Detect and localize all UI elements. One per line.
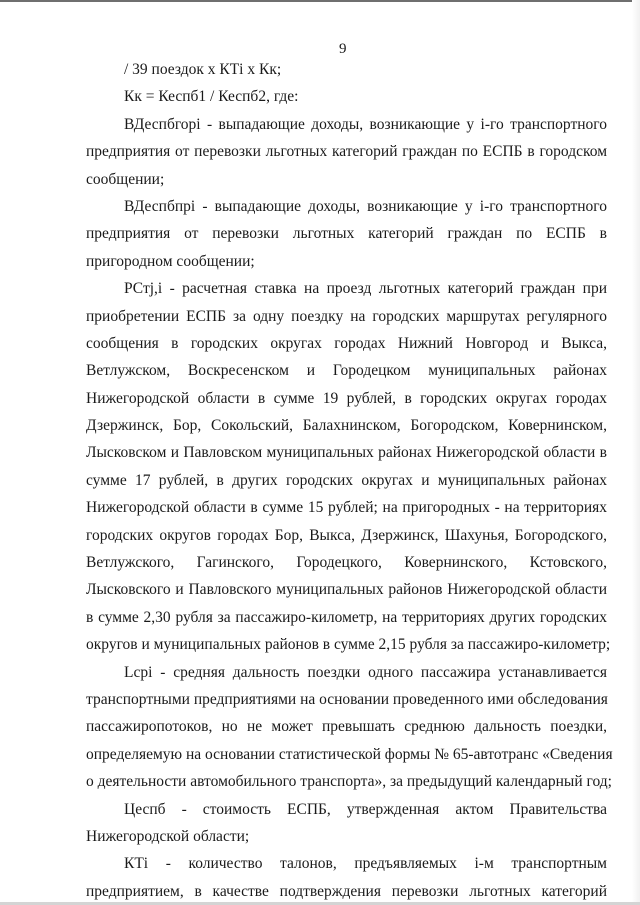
definition-line: Нижегородской области в сумме 15 рублей; на пригородных - на территориях (86, 499, 607, 517)
formula-line: Кк = Кеспб1 / Кеспб2, где: (124, 88, 299, 106)
definition-line: сообщения в городских округах городах Нижний Новгород и Выкса, (86, 334, 607, 352)
definition-line: Ветлужском, Воскресенском и Городецком муниципальных районах (86, 362, 607, 380)
definition-line: предприятия от перевозки льготных категорий граждан по ЕСПБ в (86, 225, 607, 243)
definition-line: РСтj,і - расчетная ставка на проезд льготных категорий граждан при (124, 280, 607, 298)
definition-line: Нижегородской области в сумме 19 рублей, в городских округах городах (86, 389, 607, 407)
definition-line: КТі - количество талонов, предъявляемых і-м транспортным (124, 855, 607, 873)
definition-line: сумме 17 рублей, в других городских округах и муниципальных районах (86, 471, 607, 489)
definition-line: Lсрі - средняя дальность поездки одного пассажира устанавливается (124, 663, 607, 681)
document-body (86, 56, 613, 905)
scan-edge-right (632, 0, 640, 905)
definition-line: Нижегородской области; (86, 827, 250, 845)
definition-line: Лысковского и Павловского муниципальных районов Нижегородской области (86, 581, 607, 599)
definition-line: о деятельности автомобильного транспорта», за предыдущий календарный год; (86, 773, 612, 791)
definition-line: транспортными предприятиями на основании проведенного ими обследования (86, 690, 608, 708)
definition-line: Цеспб - стоимость ЕСПБ, утвержденная актом Правительства (124, 800, 607, 818)
scan-edge-top (0, 0, 640, 2)
definition-line: пригородном сообщении; (86, 252, 255, 270)
definition-line: пассажиропотоков, но не может превышать среднюю дальность поездки, (86, 718, 607, 736)
definition-line: предприятия от перевозки льготных категорий граждан по ЕСПБ в городском (86, 143, 607, 161)
definition-line: определяемую на основании статистической формы № 65-автотранс «Сведения (86, 745, 613, 763)
definition-line: Ветлужского, Гагинского, Городецкого, Ковернинского, Кстовского, (86, 554, 607, 572)
definition-line: Лысковском и Павловском муниципальных районах Нижегородской области в (86, 444, 607, 462)
definition-line: ВДеспбгорі - выпадающие доходы, возникающие у і-го транспортного (124, 115, 607, 133)
definition-line: предприятием, в качестве подтверждения перевозки льготных категорий (86, 882, 607, 900)
definition-line: в сумме 2,30 рубля за пассажиро-километр, на территориях других городских (86, 608, 607, 626)
definition-line: округов и муниципальных районов в сумме 2,15 рубля за пассажиро-километр; (86, 636, 611, 654)
definition-line: сообщении; (86, 170, 165, 188)
formula-line: / 39 поездок х КТі х Кк; (124, 61, 282, 78)
definition-line: городских округов городах Бор, Выкса, Дзержинск, Шахунья, Богородского, (86, 526, 607, 544)
definition-line: ВДеспбпрі - выпадающие доходы, возникающие у і-го транспортного (124, 197, 607, 215)
definition-line: приобретении ЕСПБ за одну поездку на городских маршрутах регулярного (86, 307, 607, 325)
definition-line: Дзержинск, Бор, Сокольский, Балахнинском, Богородском, Ковернинском, (86, 417, 607, 435)
page-number: 9 (339, 41, 347, 57)
